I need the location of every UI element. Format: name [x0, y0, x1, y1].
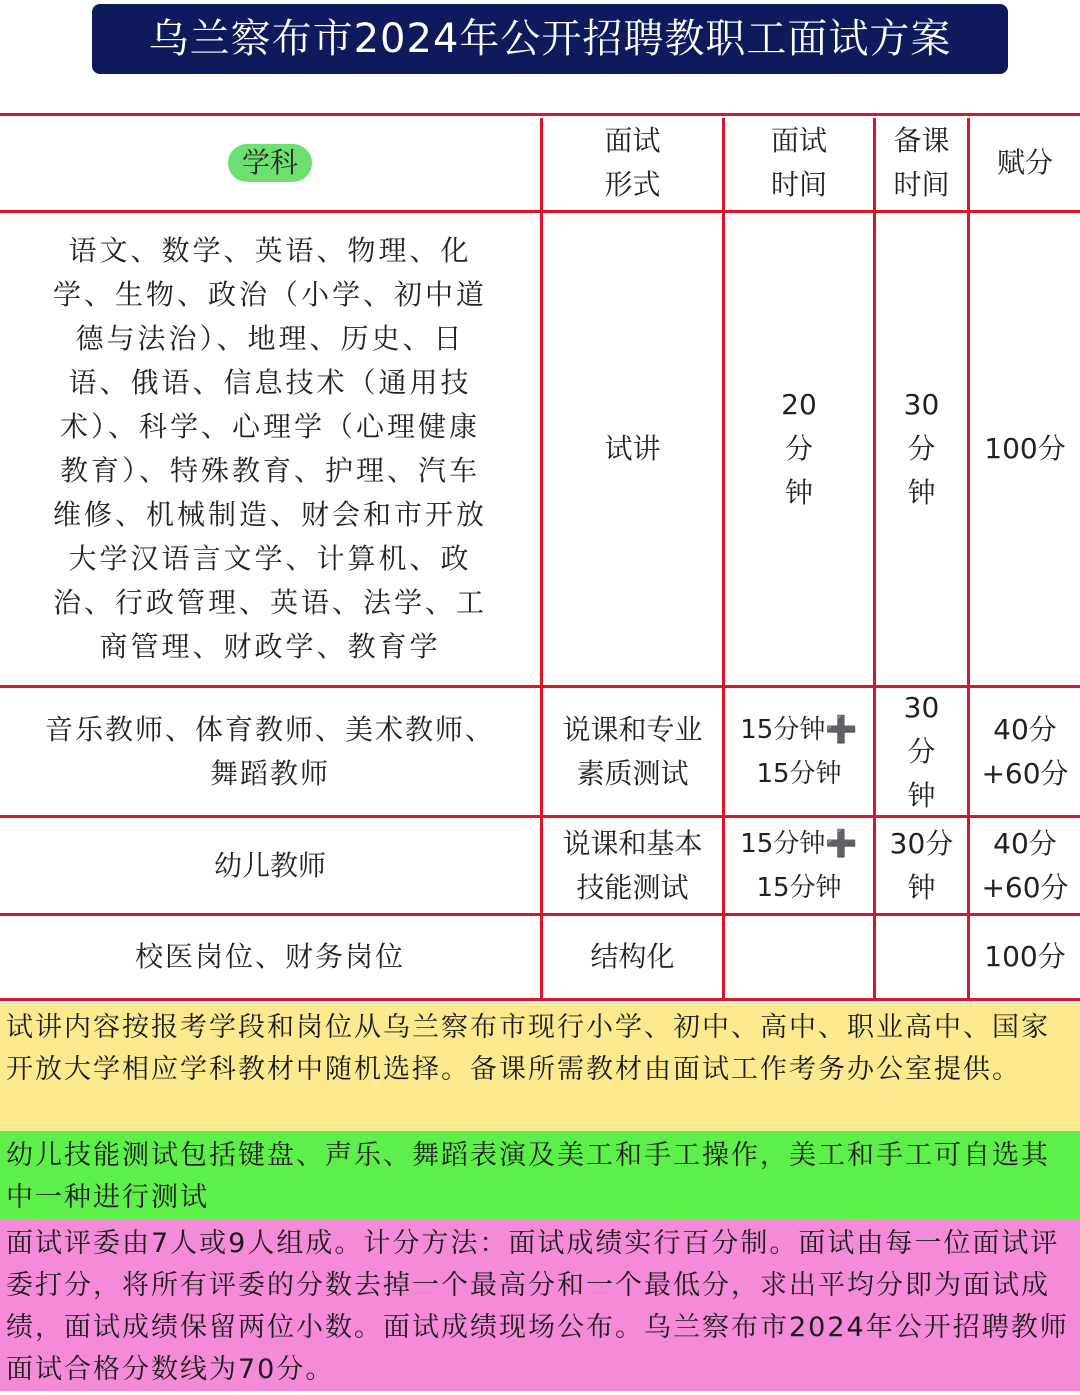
note-green: 幼儿技能测试包括键盘、声乐、舞蹈表演及美工和手工操作，美工和手工可自选其中一种进行测试: [0, 1131, 1080, 1219]
row4-score: 100分: [984, 940, 1066, 973]
header-subject-cell: [0, 116, 540, 210]
row1-score: 100分: [984, 432, 1066, 465]
row3-time: 15分钟➕ 15分钟: [740, 828, 858, 903]
row1-prep: 30 分 钟: [903, 388, 940, 509]
row3-format: 说课和基本 技能测试: [562, 826, 703, 904]
row4-prep: [876, 916, 967, 998]
header-prep: 备课 时间: [893, 124, 950, 201]
header-time: 面试 时间: [770, 124, 827, 201]
header-subject: 学科: [228, 144, 312, 182]
row1-format: 试讲: [604, 432, 661, 465]
row4-format: 结构化: [590, 940, 675, 973]
row2-score: 40分 +60分: [981, 712, 1069, 790]
row4-subject: 校医岗位、财务岗位: [134, 940, 405, 973]
row3-subject: 幼儿教师: [213, 848, 326, 882]
row2-subject: 音乐教师、体育教师、美术教师、 舞蹈教师: [44, 712, 495, 790]
note-pink: 面试评委由7人或9人组成。计分方法：面试成绩实行百分制。面试由每一位面试评委打分，将所有评委的分数去掉一个最高分和一个最低分，求出平均分即为面试成绩，面试成绩保留两位小数。面试成绩现场公布。乌兰察布市2024年公开招聘教师面试合格分数线为70分。: [0, 1219, 1080, 1391]
row1-subject: 语文、数学、英语、物理、化 学、生物、政治（小学、初中道 德与法治）、地理、历史、日 语、俄语、信息技术（通用技 术）、科学、心理学（心理健康 教育）、特殊教育、护理、汽车 维修、机械制造、财会和市开放 大学汉语言文学、计算机、政 治、行政管理、英语、法学、工 商管理、财政学、教育学: [52, 234, 487, 663]
row2-time: 15分钟➕ 15分钟: [740, 714, 858, 789]
header-format: 面试 形式: [604, 124, 661, 201]
row2-format: 说课和专业 素质测试: [562, 712, 703, 790]
row3-prep: 30分 钟: [889, 826, 954, 904]
row2-prep: 30 分 钟: [903, 690, 940, 812]
page-title: 乌兰察布市2024年公开招聘教职工面试方案: [92, 4, 1008, 74]
row4-time: [725, 916, 873, 998]
row3-score: 40分 +60分: [981, 826, 1069, 904]
row1-time: 20 分 钟: [781, 388, 817, 509]
note-yellow: 试讲内容按报考学段和岗位从乌兰察布市现行小学、初中、高中、职业高中、国家开放大学相应学科教材中随机选择。备课所需教材由面试工作考务办公室提供。: [0, 1003, 1080, 1131]
header-score: 赋分: [996, 146, 1053, 179]
